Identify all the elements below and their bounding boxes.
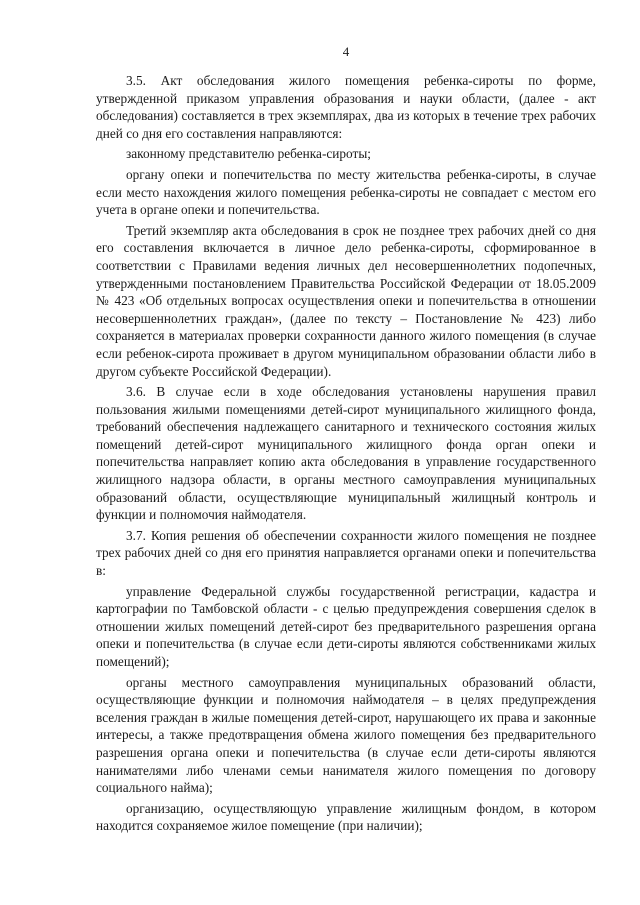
paragraph-management-organization: организацию, осуществляющую управление жилищным фондом, в котором находится сохраняемое жилое помещение (при наличии); — [96, 800, 596, 834]
paragraph-local-government: органы местного самоуправления муниципальных образований области, осуществляющие функции и полномочия наймодателя – в целях предупреждения вселения граждан в жилые помещения детей-сирот, нарушающего их права и законные интересы, а также предотвращения обмена жилого помещения без предварительного разрешения органа опеки и попечительства (в случае если дети-сироты являются нанимателями либо членами семьи нанимателя жилого помещения по договору социального найма); — [96, 674, 596, 796]
paragraph-3-7: 3.7. Копия решения об обеспечении сохранности жилого помещения не позднее трех рабочих дней со дня его принятия направляется органами опеки и попечительства в: — [96, 527, 596, 579]
page-number: 4 — [342, 44, 350, 59]
paragraph-third-copy: Третий экземпляр акта обследования в срок не позднее трех рабочих дней со дня его составления включается в личное дело ребенка-сироты, сформированное в соответствии с Правилами ведения личных дел несовершеннолетних подопечных, утвержденными постановлением Правительства Российской Федерации от 18.05.2009 № 423 «Об отдельных вопросах осуществления опеки и попечительства в отношении несовершеннолетних граждан», (далее по тексту – Постановление № 423) либо сохраняется в материалах проверки сохранности данного жилого помещения (в случае если ребенок-сирота проживает в другом муниципальном образовании области либо в другом субъекте Российской Федерации). — [96, 222, 596, 379]
paragraph-rosreestr: управление Федеральной службы государственной регистрации, кадастра и картографии по Тамбовской области - с целью предупреждения совершения сделок в отношении жилых помещений детей-сирот без предварительного разрешения органа опеки и попечительства (в случае если дети-сироты являются собственниками жилых помещений); — [96, 583, 596, 669]
paragraph-legal-representative: законному представителю ребенка-сироты; — [126, 146, 371, 162]
paragraph-guardianship-body: органу опеки и попечительства по месту жительства ребенка-сироты, в случае если место нахождения жилого помещения ребенка-сироты не совпадает с местом его учета в органе опеки и попечительства. — [96, 166, 596, 218]
paragraph-3-5: 3.5. Акт обследования жилого помещения ребенка-сироты по форме, утвержденной приказом управления образования и науки области, (далее - акт обследования) составляется в трех экземплярах, два из которых в течение трех рабочих дней со дня его составления направляются: — [96, 73, 596, 141]
paragraph-3-6: 3.6. В случае если в ходе обследования установлены нарушения правил пользования жилыми помещениями детей-сирот муниципального жилищного фонда, требований обеспечения надлежащего санитарного и технического состояния жилых помещений детей-сирот муниципального жилищного фонда орган опеки и попечительства направляет копию акта обследования в управление государственного жилищного надзора области, в органы местного самоуправления муниципальных образований области, осуществляющие муниципальный жилищный контроль и функции и полномочия наймодателя. — [96, 384, 596, 523]
